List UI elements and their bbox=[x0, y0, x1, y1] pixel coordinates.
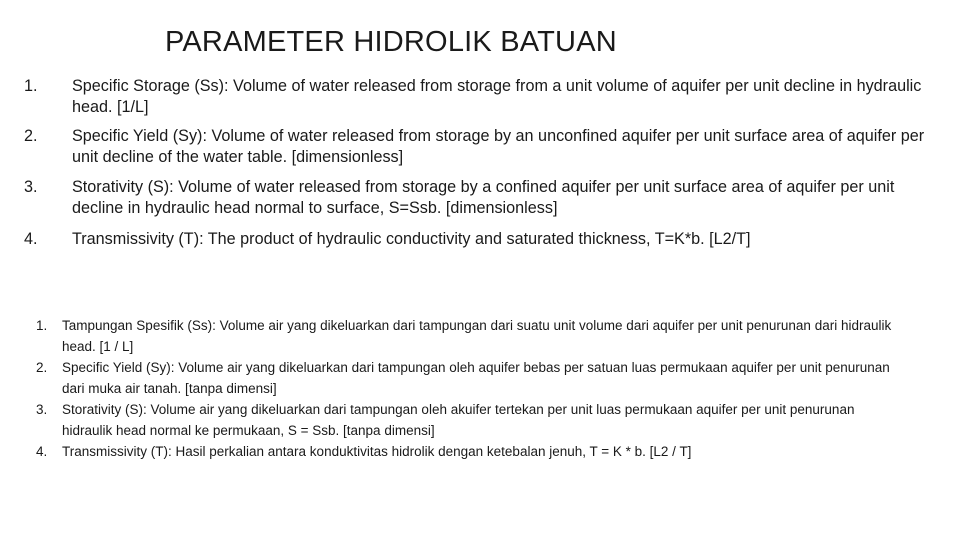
list-item-number: 1. bbox=[24, 77, 38, 95]
list-item-text: Specific Yield (Sy): Volume of water released from storage by an unconfined aquifer per unit surface area of aquifer per unit decline of the water table. [dimensionless] bbox=[72, 127, 925, 166]
list-item-text: Transmissivity (T): The product of hydraulic conductivity and saturated thickness, T=K*b. [L2/T] bbox=[72, 230, 751, 248]
list-item-number: 4. bbox=[24, 230, 38, 248]
list-item bbox=[24, 76, 934, 118]
list-item-number: 3. bbox=[36, 402, 48, 417]
indonesian-definitions-list bbox=[36, 315, 896, 462]
list-item bbox=[36, 399, 896, 441]
list-item-text: Specific Storage (Ss): Volume of water released from storage from a unit volume of aquifer per unit decline in hydraulic head. [1/L] bbox=[72, 77, 922, 116]
list-item-text: Storativity (S): Volume of water released from storage by a confined aquifer per unit surface area of aquifer per unit decline in hydraulic head normal to surface, S=Ssb. [dimensionless] bbox=[72, 178, 895, 217]
list-item bbox=[36, 441, 896, 462]
slide-title: PARAMETER HIDROLIK BATUAN bbox=[165, 26, 617, 58]
list-item-number: 2. bbox=[24, 127, 38, 145]
list-item bbox=[36, 357, 896, 399]
list-item bbox=[24, 177, 934, 219]
list-item bbox=[24, 229, 934, 250]
list-item bbox=[24, 126, 934, 168]
list-item-number: 2. bbox=[36, 360, 48, 375]
list-item-number: 3. bbox=[24, 178, 38, 196]
list-item-number: 1. bbox=[36, 318, 48, 333]
list-item bbox=[36, 315, 896, 357]
list-item-text: Transmissivity (T): Hasil perkalian antara konduktivitas hidrolik dengan ketebalan jenuh, T = K * b. [L2 / T] bbox=[62, 444, 692, 459]
list-item-number: 4. bbox=[36, 444, 48, 459]
list-item-text: Storativity (S): Volume air yang dikeluarkan dari tampungan oleh akuifer tertekan per unit luas permukaan aquifer per unit penurunan hidraulik head normal ke permukaan, S = Ssb. [tanpa dimensi] bbox=[62, 402, 855, 438]
list-item-text: Tampungan Spesifik (Ss): Volume air yang dikeluarkan dari tampungan dari suatu unit volume dari aquifer per unit penurunan dari hidraulik head. [1 / L] bbox=[62, 318, 892, 354]
list-item-text: Specific Yield (Sy): Volume air yang dikeluarkan dari tampungan oleh aquifer bebas per satuan luas permukaan aquifer per unit penurunan dari muka air tanah. [tanpa dimensi] bbox=[62, 360, 890, 396]
english-definitions-list bbox=[24, 76, 934, 250]
